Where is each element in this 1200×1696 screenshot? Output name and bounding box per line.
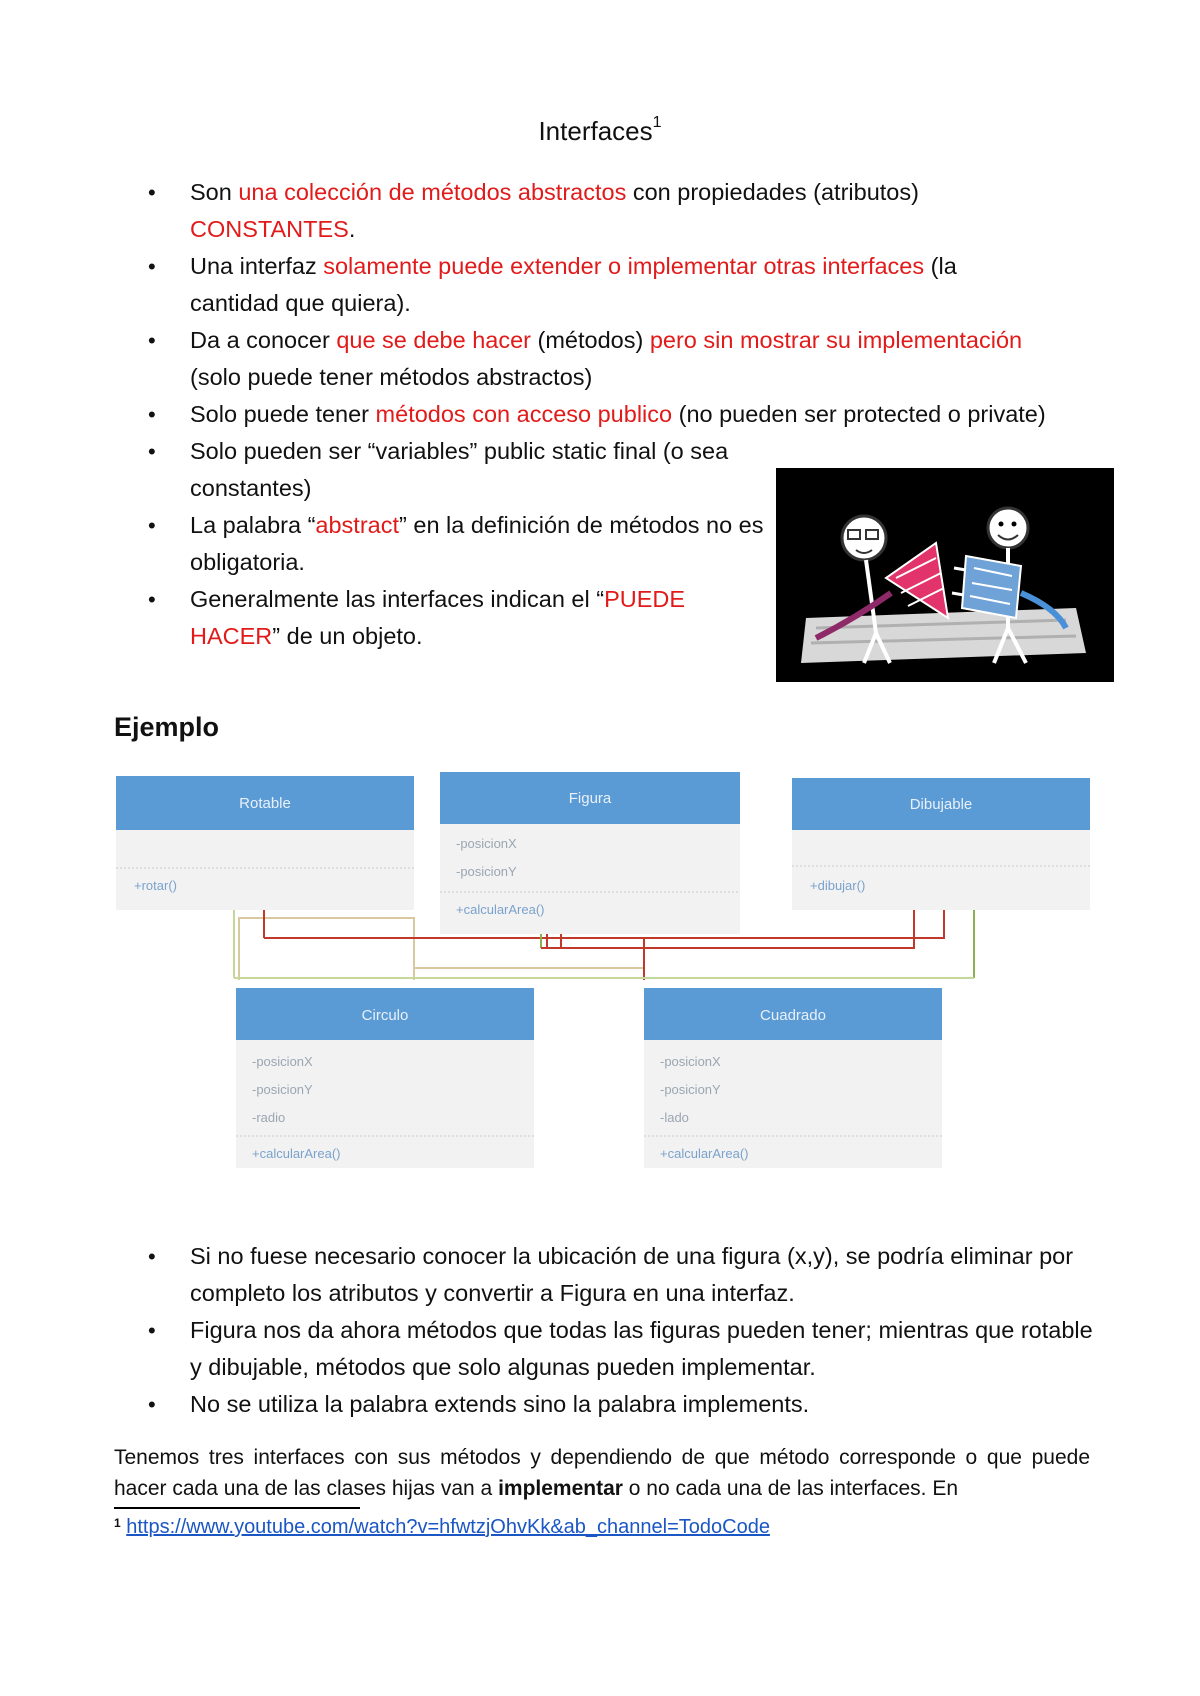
- bullet-item: [148, 322, 1048, 396]
- class-attribute: -posicionY: [660, 1082, 721, 1097]
- illustration-plugs: [776, 468, 1114, 682]
- example-heading: Ejemplo: [114, 712, 220, 742]
- bullet-dot-icon: •: [148, 439, 156, 464]
- footnote: $^1$ https://www.youtube.com/watch?v=hfwtzjOhvKk&ab_channel=TodoCode: [114, 1516, 770, 1538]
- class-attribute: -posicionY: [456, 864, 517, 879]
- class-attribute: -posicionY: [252, 1082, 313, 1097]
- highlighted-text: que se debe hacer: [336, 327, 531, 353]
- bullet-text: (métodos): [531, 327, 650, 353]
- bullet-item: [148, 1238, 1108, 1312]
- bold-keyword: implementar: [498, 1477, 623, 1500]
- bullet-text: (solo puede tener métodos abstractos): [190, 364, 593, 390]
- notes-list: [148, 1238, 1108, 1423]
- bullet-dot-icon: •: [148, 180, 156, 205]
- class-method: +calcularArea(): [252, 1146, 341, 1161]
- bullet-text: Solo puede tener: [190, 401, 376, 427]
- bullet-item: [148, 581, 780, 655]
- highlighted-text: PUEDE HACER: [190, 586, 686, 649]
- uml-class-dibujable: [792, 778, 1090, 910]
- explanation-paragraph: Tenemos tres interfaces con sus métodos y dependiendo de que método corresponde o que puede hacer cada una de las clases hijas van a implementar o no cada una de las interfaces. En: [114, 1446, 1090, 1500]
- bullet-text: ” de un objeto.: [272, 623, 423, 649]
- bullet-item: [148, 1312, 1108, 1386]
- highlighted-text: una colección de métodos abstractos: [238, 179, 627, 205]
- bullet-dot-icon: •: [148, 1244, 156, 1269]
- bullet-dot-icon: •: [148, 587, 156, 612]
- class-method: +dibujar(): [810, 878, 866, 893]
- bullet-dot-icon: •: [148, 513, 156, 538]
- bullet-text: .: [348, 216, 356, 242]
- bullet-text: Son: [190, 179, 239, 205]
- uml-class-rotable: [116, 776, 414, 910]
- uml-diagram: [114, 768, 1094, 1178]
- class-attribute: -posicionX: [252, 1054, 313, 1069]
- class-attribute: -lado: [660, 1110, 689, 1125]
- class-method: +rotar(): [134, 878, 177, 893]
- highlighted-text: métodos con acceso publico: [375, 401, 673, 427]
- highlighted-text: pero sin mostrar su implementación: [649, 327, 1023, 353]
- class-attribute: -posicionX: [660, 1054, 721, 1069]
- bullet-dot-icon: •: [148, 254, 156, 279]
- uml-class-cuadrado: [644, 988, 942, 1168]
- class-name-cuadrado: Cuadrado: [760, 1007, 826, 1024]
- bullet-dot-icon: •: [148, 402, 156, 427]
- bullet-item: [148, 433, 780, 507]
- uml-class-circulo: [236, 988, 534, 1168]
- bullet-item: [148, 1386, 1108, 1423]
- footnote-separator: [114, 1507, 360, 1509]
- bullet-dot-icon: •: [148, 328, 156, 353]
- bullet-text: No se utiliza la palabra extends sino la palabra implements.: [190, 1391, 810, 1417]
- uml-class-figura: [440, 772, 740, 934]
- bullet-text: Una interfaz: [190, 253, 324, 279]
- bullet-item: [148, 507, 780, 581]
- class-name-figura: Figura: [568, 790, 612, 807]
- class-attribute: -posicionX: [456, 836, 517, 851]
- class-method: +calcularArea(): [456, 902, 545, 917]
- bullet-item: [148, 396, 1048, 433]
- class-name-dibujable: Dibujable: [909, 796, 973, 813]
- bullet-text: Si no fuese necesario conocer la ubicación de una figura (x,y), se podría eliminar por completo los atributos y convertir a Figura en una interfaz.: [190, 1243, 1074, 1306]
- bullet-text: Generalmente las interfaces indican el “: [190, 586, 605, 612]
- bullet-text: La palabra “: [190, 512, 316, 538]
- class-attribute: -radio: [252, 1110, 286, 1125]
- bullet-text: (no pueden ser protected o private): [672, 401, 1046, 427]
- bullet-text: (la cantidad que quiera).: [190, 253, 957, 316]
- bullet-text: Da a conocer: [190, 327, 337, 353]
- bullet-text: ” en la definición de métodos no es obligatoria.: [190, 512, 764, 575]
- bullet-text: Solo pueden ser “variables” public static final (o sea constantes): [190, 438, 729, 501]
- footnote-link[interactable]: https://www.youtube.com/watch?v=hfwtzjOhvKk&ab_channel=TodoCode: [126, 1516, 770, 1538]
- class-method: +calcularArea(): [660, 1146, 749, 1161]
- class-name-rotable: Rotable: [239, 795, 291, 812]
- class-name-circulo: Circulo: [361, 1007, 409, 1024]
- bullet-item: [148, 174, 1048, 248]
- bullet-text: con propiedades (atributos): [626, 179, 919, 205]
- bullet-item: [148, 248, 1048, 322]
- highlighted-text: solamente puede extender o implementar otras interfaces: [323, 253, 925, 279]
- bullet-text: Figura nos da ahora métodos que todas las figuras pueden tener; mientras que rotable y dibujable, métodos que solo algunas pueden implementar.: [190, 1317, 1093, 1380]
- bullet-dot-icon: •: [148, 1318, 156, 1343]
- highlighted-text: CONSTANTES: [190, 216, 349, 242]
- page-title: Interfaces$^1$: [538, 114, 662, 146]
- footnote-ref: 1: [652, 114, 662, 131]
- highlighted-text: abstract: [315, 512, 400, 538]
- bullet-dot-icon: •: [148, 1392, 156, 1417]
